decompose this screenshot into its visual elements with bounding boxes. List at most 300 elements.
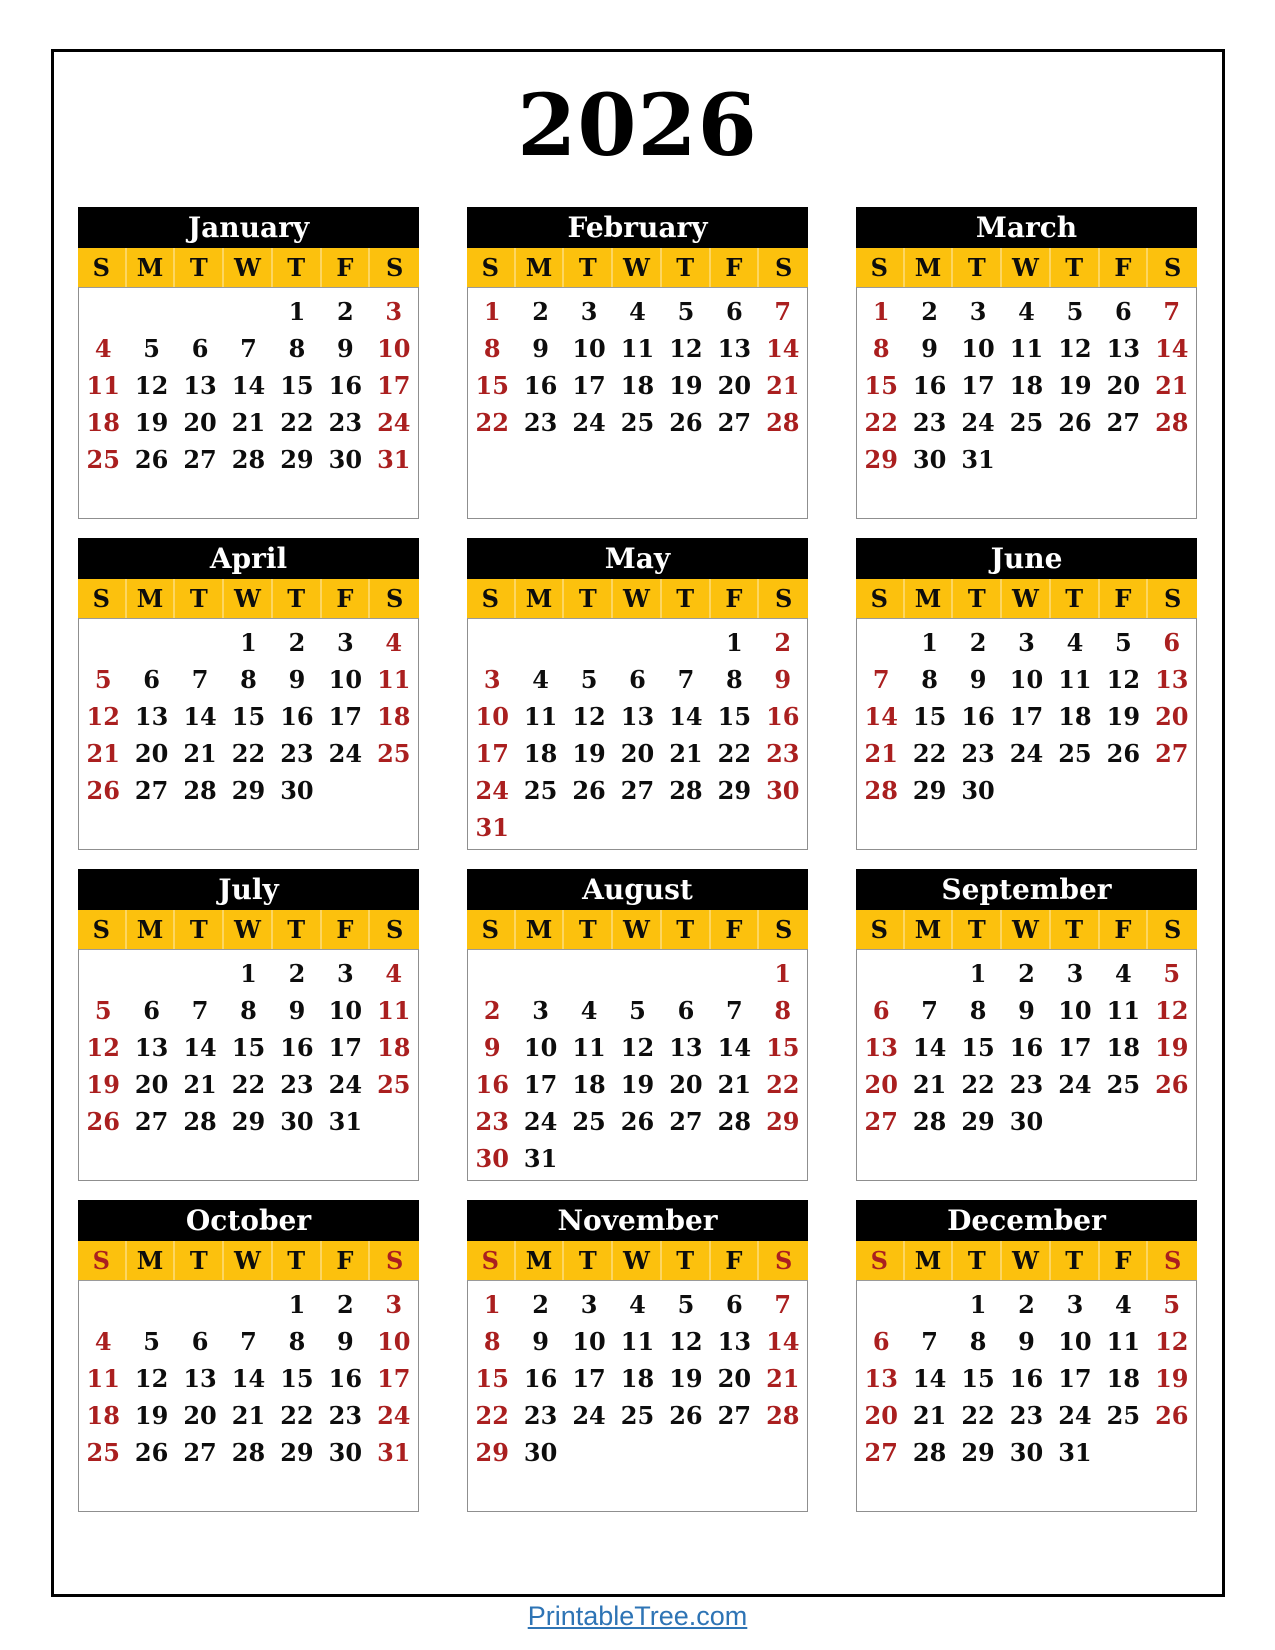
date-grid [856, 949, 1197, 1181]
empty-cell [1051, 441, 1099, 478]
date-cell: 30 [280, 776, 314, 805]
month-title: October [78, 1200, 419, 1241]
date-cell: 25 [523, 776, 558, 805]
date-cell: 12 [86, 702, 120, 731]
weekday-letter: S [467, 1241, 516, 1280]
weekday-letter: T [1051, 1241, 1100, 1280]
date-cell: 13 [183, 1364, 217, 1393]
weekday-letter: M [516, 910, 565, 949]
date-grid [467, 287, 808, 519]
date-cell: 29 [961, 1107, 995, 1136]
empty-cell [710, 955, 758, 992]
date-cell: 7 [921, 1327, 938, 1356]
date-cell: 28 [864, 776, 898, 805]
date-cell: 24 [1009, 739, 1044, 768]
date-cell: 6 [191, 334, 209, 363]
date-cell: 17 [1058, 1364, 1092, 1393]
date-cell: 13 [1106, 334, 1141, 363]
weekday-letter: W [224, 1241, 273, 1280]
date-cell: 2 [288, 959, 306, 988]
date-cell: 16 [1009, 1364, 1044, 1393]
date-cell: 16 [766, 702, 800, 731]
weekday-letter: M [905, 1241, 954, 1280]
weekday-letter: W [613, 248, 662, 287]
empty-cell [224, 293, 272, 330]
date-cell: 21 [912, 1070, 947, 1099]
empty-cell [176, 624, 224, 661]
weekday-letter: T [175, 910, 224, 949]
date-cell: 6 [1163, 628, 1181, 657]
date-cell: 31 [328, 1107, 363, 1136]
date-cell: 18 [1058, 702, 1092, 731]
date-cell: 8 [872, 334, 890, 363]
weekday-header-row [78, 1241, 419, 1280]
month-november [467, 1200, 808, 1512]
date-cell: 11 [86, 1364, 120, 1393]
date-cell: 5 [580, 665, 598, 694]
empty-cell [370, 772, 418, 809]
date-cell: 2 [774, 628, 792, 657]
date-cell: 14 [717, 1033, 752, 1062]
weekday-letter: T [1051, 910, 1100, 949]
empty-cell [710, 1140, 758, 1177]
weekday-header-row [78, 579, 419, 618]
date-cell: 11 [1058, 665, 1092, 694]
weekday-letter: M [516, 248, 565, 287]
date-cell: 23 [280, 1070, 314, 1099]
date-cell: 29 [766, 1107, 800, 1136]
date-cell: 20 [620, 739, 655, 768]
date-cell: 5 [677, 1290, 695, 1319]
date-cell: 5 [94, 665, 112, 694]
date-cell: 6 [143, 996, 160, 1025]
date-cell: 20 [183, 408, 217, 437]
weekday-letter: S [774, 915, 793, 944]
date-cell: 14 [231, 371, 266, 400]
weekday-letter: T [953, 579, 1002, 618]
weekday-letter: T [273, 1241, 322, 1280]
date-cell: 4 [1066, 628, 1084, 657]
month-title: March [856, 207, 1197, 248]
date-cell: 27 [1155, 739, 1189, 768]
date-cell: 8 [774, 996, 792, 1025]
year-title: 2026 [517, 76, 758, 176]
date-cell: 3 [580, 297, 598, 326]
date-cell: 6 [872, 1327, 890, 1356]
date-cell: 2 [1018, 959, 1035, 988]
date-cell: 19 [1155, 1364, 1189, 1393]
date-cell: 24 [328, 739, 363, 768]
month-august [467, 869, 808, 1181]
date-cell: 16 [523, 371, 558, 400]
date-cell: 19 [1058, 371, 1092, 400]
date-cell: 10 [523, 1033, 558, 1062]
weekday-letter: S [856, 579, 905, 618]
date-cell: 14 [912, 1364, 947, 1393]
date-cell: 27 [717, 1401, 752, 1430]
weekday-letter: T [273, 248, 322, 287]
date-cell: 8 [969, 1327, 987, 1356]
date-cell: 19 [1106, 702, 1141, 731]
date-cell: 18 [620, 371, 655, 400]
empty-cell [857, 1286, 905, 1323]
date-cell: 9 [337, 334, 354, 363]
weekday-letter: F [711, 248, 760, 287]
month-september [856, 869, 1197, 1181]
weekday-letter: S [856, 910, 905, 949]
date-cell: 21 [183, 1070, 217, 1099]
weekday-letter: M [905, 910, 954, 949]
month-january [78, 207, 419, 519]
date-cell: 10 [377, 334, 411, 363]
date-cell: 7 [240, 334, 257, 363]
date-cell: 26 [134, 445, 169, 474]
date-cell: 28 [183, 1107, 217, 1136]
empty-cell [565, 1434, 613, 1471]
weekday-letter: W [1002, 248, 1051, 287]
date-cell: 3 [1066, 1290, 1084, 1319]
date-cell: 7 [191, 665, 209, 694]
weekday-letter: S [774, 1246, 793, 1275]
date-cell: 19 [572, 739, 606, 768]
weekday-letter: T [1051, 248, 1100, 287]
empty-cell [565, 624, 613, 661]
weekday-letter: M [905, 579, 954, 618]
date-cell: 14 [183, 1033, 217, 1062]
empty-cell [905, 955, 953, 992]
date-cell: 23 [523, 1401, 558, 1430]
weekday-letter: T [564, 910, 613, 949]
date-cell: 28 [183, 776, 217, 805]
empty-cell [1002, 772, 1050, 809]
date-cell: 29 [912, 776, 947, 805]
weekday-header-row [467, 579, 808, 618]
date-cell: 1 [969, 1290, 987, 1319]
date-grid [856, 618, 1197, 850]
date-cell: 24 [377, 1401, 411, 1430]
empty-cell [662, 955, 710, 992]
date-cell: 15 [717, 702, 752, 731]
weekday-letter: M [905, 248, 954, 287]
weekday-header-row [467, 248, 808, 287]
date-cell: 27 [183, 1438, 217, 1467]
date-cell: 25 [377, 739, 411, 768]
date-cell: 27 [717, 408, 752, 437]
empty-cell [857, 624, 905, 661]
date-cell: 16 [912, 371, 947, 400]
date-cell: 3 [337, 959, 354, 988]
date-cell: 2 [288, 628, 306, 657]
date-cell: 22 [280, 1401, 314, 1430]
date-cell: 9 [1018, 996, 1035, 1025]
date-cell: 6 [143, 665, 160, 694]
date-cell: 23 [328, 408, 363, 437]
empty-cell [1099, 1434, 1147, 1471]
weekday-letter: S [467, 248, 516, 287]
date-cell: 23 [1009, 1401, 1044, 1430]
weekday-letter: S [856, 248, 905, 287]
date-cell: 24 [523, 1107, 558, 1136]
date-cell: 4 [385, 628, 403, 657]
date-cell: 21 [1155, 371, 1189, 400]
date-cell: 11 [1106, 996, 1141, 1025]
date-cell: 22 [912, 739, 947, 768]
date-cell: 6 [726, 1290, 743, 1319]
weekday-header-row [856, 248, 1197, 287]
date-cell: 23 [280, 739, 314, 768]
date-cell: 25 [1058, 739, 1092, 768]
date-cell: 22 [280, 408, 314, 437]
date-cell: 19 [1155, 1033, 1189, 1062]
date-cell: 24 [1058, 1070, 1092, 1099]
weekday-letter: W [613, 579, 662, 618]
weekday-letter: T [953, 1241, 1002, 1280]
date-cell: 4 [532, 665, 549, 694]
date-cell: 18 [1106, 1033, 1141, 1062]
month-title: December [856, 1200, 1197, 1241]
date-cell: 31 [377, 445, 411, 474]
weekday-letter: W [1002, 1241, 1051, 1280]
date-cell: 20 [669, 1070, 703, 1099]
weekday-letter: S [78, 579, 127, 618]
date-cell: 23 [475, 1107, 509, 1136]
date-grid [78, 618, 419, 850]
empty-cell [79, 624, 127, 661]
weekday-letter: S [385, 915, 404, 944]
month-december [856, 1200, 1197, 1512]
date-cell: 24 [475, 776, 509, 805]
date-cell: 24 [572, 408, 606, 437]
weekday-letter: F [1100, 910, 1149, 949]
date-cell: 30 [961, 776, 995, 805]
weekday-letter: F [711, 579, 760, 618]
date-grid [856, 287, 1197, 519]
date-grid [467, 949, 808, 1181]
date-cell: 4 [1115, 1290, 1132, 1319]
date-cell: 15 [231, 702, 266, 731]
footer [0, 1601, 1275, 1632]
date-cell: 9 [532, 334, 549, 363]
weekday-header-row [78, 910, 419, 949]
date-cell: 26 [669, 408, 703, 437]
date-cell: 11 [572, 1033, 606, 1062]
date-cell: 28 [766, 408, 800, 437]
date-cell: 19 [134, 1401, 169, 1430]
date-cell: 29 [717, 776, 752, 805]
date-cell: 25 [1106, 1401, 1141, 1430]
date-cell: 26 [1155, 1401, 1189, 1430]
month-april [78, 538, 419, 850]
date-cell: 1 [240, 959, 257, 988]
date-cell: 12 [669, 1327, 703, 1356]
date-cell: 3 [385, 1290, 403, 1319]
date-cell: 15 [475, 371, 509, 400]
date-cell: 21 [717, 1070, 752, 1099]
date-cell: 2 [337, 1290, 354, 1319]
date-cell: 1 [483, 1290, 501, 1319]
date-cell: 22 [717, 739, 752, 768]
weekday-header-row [467, 1241, 808, 1280]
date-cell: 14 [864, 702, 898, 731]
date-cell: 3 [1066, 959, 1084, 988]
empty-cell [1099, 441, 1147, 478]
empty-cell [1148, 1103, 1196, 1140]
date-cell: 30 [475, 1144, 509, 1173]
date-grid [78, 1280, 419, 1512]
date-cell: 6 [629, 665, 646, 694]
date-cell: 9 [483, 1033, 501, 1062]
date-cell: 5 [143, 334, 160, 363]
weekday-letter: W [224, 579, 273, 618]
date-cell: 11 [620, 334, 655, 363]
date-cell: 2 [1018, 1290, 1035, 1319]
date-cell: 23 [523, 408, 558, 437]
date-cell: 4 [94, 334, 112, 363]
empty-cell [613, 624, 661, 661]
date-cell: 28 [912, 1438, 947, 1467]
date-cell: 9 [774, 665, 792, 694]
weekday-letter: F [322, 1241, 371, 1280]
weekday-letter: F [1100, 248, 1149, 287]
empty-cell [613, 1434, 661, 1471]
weekday-letter: S [78, 1241, 127, 1280]
weekday-letter: M [516, 1241, 565, 1280]
printabletree-link[interactable]: PrintableTree.com [527, 1601, 748, 1631]
empty-cell [79, 1286, 127, 1323]
month-title: June [856, 538, 1197, 579]
date-cell: 26 [86, 1107, 120, 1136]
weekday-letter: S [1163, 915, 1182, 944]
date-cell: 24 [572, 1401, 606, 1430]
date-cell: 17 [475, 739, 509, 768]
date-cell: 27 [669, 1107, 703, 1136]
weekday-letter: T [662, 1241, 711, 1280]
date-cell: 17 [377, 371, 411, 400]
date-cell: 13 [183, 371, 217, 400]
weekday-letter: T [662, 579, 711, 618]
date-cell: 13 [134, 702, 169, 731]
date-cell: 4 [629, 297, 646, 326]
weekday-letter: S [385, 1246, 404, 1275]
date-cell: 30 [766, 776, 800, 805]
date-cell: 9 [969, 665, 987, 694]
date-cell: 20 [1155, 702, 1189, 731]
empty-cell [176, 955, 224, 992]
date-cell: 6 [191, 1327, 209, 1356]
weekday-letter: S [774, 584, 793, 613]
month-february [467, 207, 808, 519]
date-cell: 16 [280, 702, 314, 731]
date-cell: 18 [523, 739, 558, 768]
empty-cell [662, 624, 710, 661]
empty-cell [857, 955, 905, 992]
date-cell: 29 [864, 445, 898, 474]
date-cell: 12 [669, 334, 703, 363]
date-cell: 11 [377, 665, 411, 694]
date-cell: 21 [766, 371, 800, 400]
date-cell: 30 [1009, 1107, 1044, 1136]
date-cell: 28 [717, 1107, 752, 1136]
date-cell: 7 [872, 665, 890, 694]
date-cell: 16 [961, 702, 995, 731]
date-cell: 30 [1009, 1438, 1044, 1467]
date-cell: 17 [328, 1033, 363, 1062]
weekday-letter: S [856, 1241, 905, 1280]
date-cell: 18 [1009, 371, 1044, 400]
weekday-letter: M [127, 1241, 176, 1280]
date-cell: 8 [921, 665, 938, 694]
date-cell: 25 [1009, 408, 1044, 437]
weekday-letter: F [1100, 1241, 1149, 1280]
date-cell: 3 [1018, 628, 1035, 657]
date-cell: 30 [912, 445, 947, 474]
date-cell: 13 [717, 334, 752, 363]
weekday-letter: F [711, 910, 760, 949]
date-cell: 20 [134, 1070, 169, 1099]
empty-cell [1099, 1103, 1147, 1140]
date-cell: 16 [328, 371, 363, 400]
date-cell: 1 [240, 628, 257, 657]
date-cell: 27 [134, 776, 169, 805]
date-cell: 23 [766, 739, 800, 768]
date-cell: 12 [1155, 996, 1189, 1025]
date-cell: 12 [1155, 1327, 1189, 1356]
date-cell: 11 [1009, 334, 1044, 363]
date-cell: 15 [864, 371, 898, 400]
date-cell: 10 [328, 996, 363, 1025]
empty-cell [565, 809, 613, 846]
date-cell: 20 [864, 1070, 898, 1099]
date-cell: 13 [669, 1033, 703, 1062]
date-cell: 23 [328, 1401, 363, 1430]
date-cell: 20 [183, 1401, 217, 1430]
date-cell: 8 [240, 996, 257, 1025]
date-cell: 4 [580, 996, 598, 1025]
date-cell: 14 [669, 702, 703, 731]
date-cell: 18 [572, 1070, 606, 1099]
weekday-letter: S [1163, 584, 1182, 613]
date-cell: 7 [240, 1327, 257, 1356]
date-cell: 6 [726, 297, 743, 326]
empty-cell [613, 809, 661, 846]
date-cell: 27 [134, 1107, 169, 1136]
empty-cell [759, 1140, 807, 1177]
date-cell: 11 [1106, 1327, 1141, 1356]
date-cell: 10 [572, 334, 606, 363]
month-title: February [467, 207, 808, 248]
date-cell: 21 [183, 739, 217, 768]
weekday-letter: W [613, 910, 662, 949]
date-cell: 29 [280, 445, 314, 474]
date-cell: 18 [377, 1033, 411, 1062]
date-cell: 7 [1163, 297, 1181, 326]
weekday-header-row [856, 910, 1197, 949]
date-cell: 11 [523, 702, 558, 731]
weekday-letter: F [711, 1241, 760, 1280]
date-cell: 18 [377, 702, 411, 731]
date-cell: 12 [1058, 334, 1092, 363]
date-cell: 23 [1009, 1070, 1044, 1099]
empty-cell [1148, 441, 1196, 478]
date-cell: 10 [961, 334, 995, 363]
date-cell: 26 [1106, 739, 1141, 768]
weekday-letter: M [127, 910, 176, 949]
date-cell: 9 [1018, 1327, 1035, 1356]
date-cell: 20 [1106, 371, 1141, 400]
date-cell: 9 [532, 1327, 549, 1356]
date-cell: 16 [280, 1033, 314, 1062]
weekday-letter: M [516, 579, 565, 618]
